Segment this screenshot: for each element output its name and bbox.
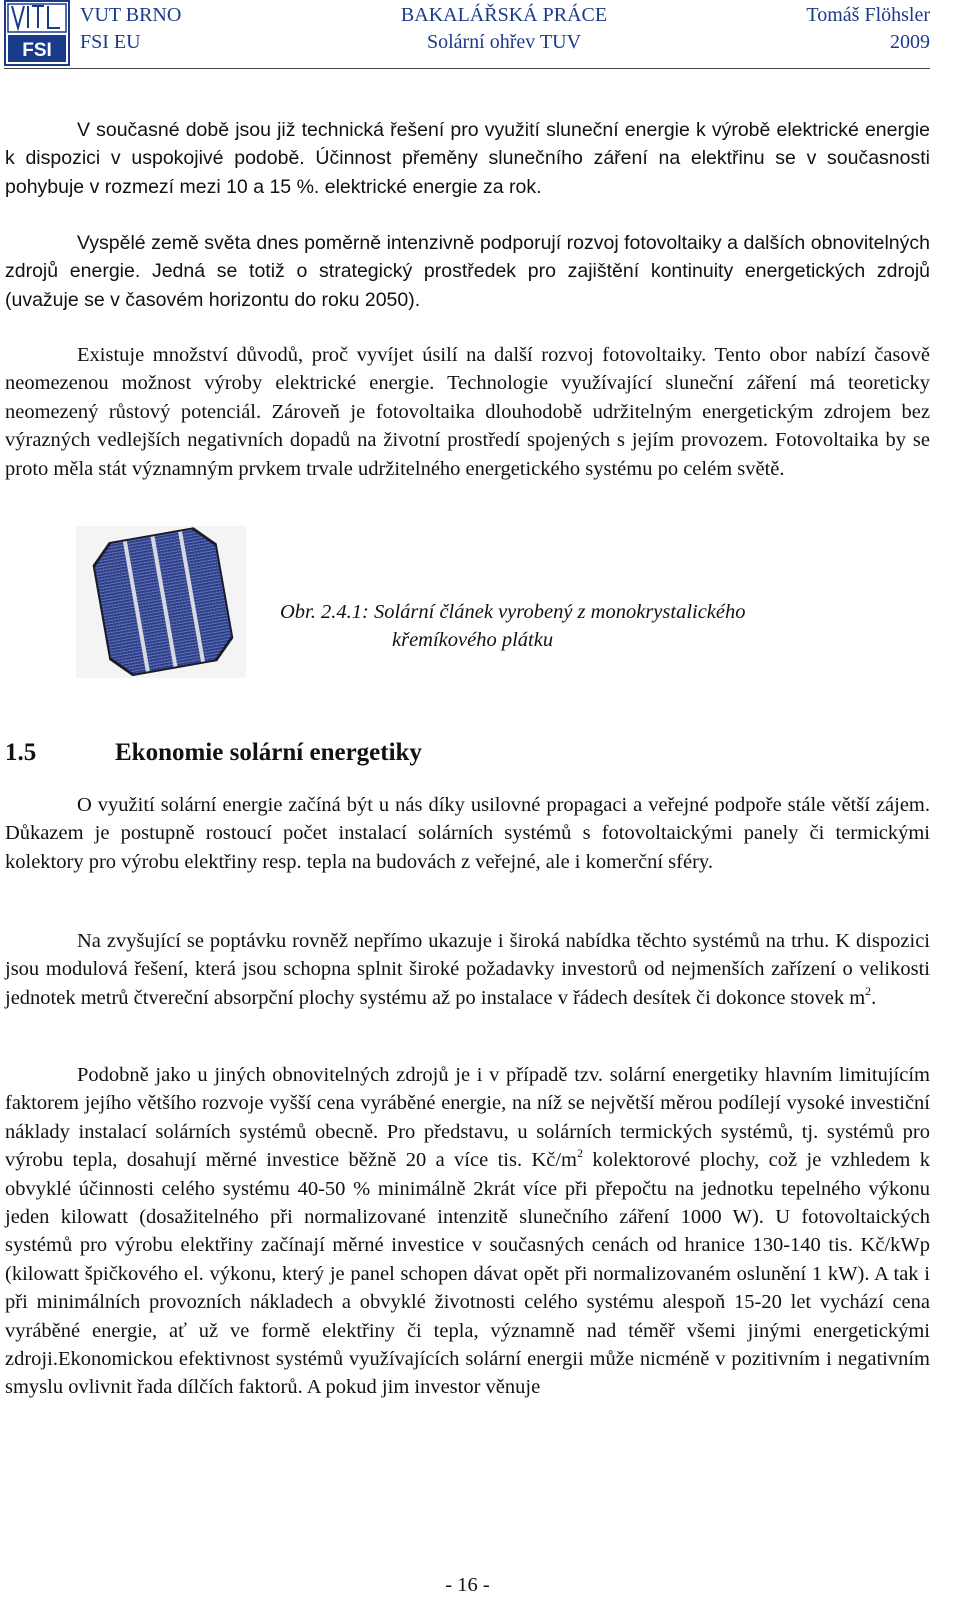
paragraph-3: Existuje množství důvodů, proč vyvíjet úsilí na další rozvoj fotovoltaiky. Tento obor nabízí časově neomezenou možnost výroby elektrické energie. Technologie využívající sluneční záření má teoreticky neomezený růstový potenciál. Zároveň je fotovoltaika dlouhodobě udržitelným energetickým zdrojem bez výrazných vedlejších negativních dopadů na životní prostředí spojených s jejím provozem. Fotovoltaika by se proto měla stát významným prvkem trvale udržitelného energetického systému po celém světě. <box>5 344 930 480</box>
header-left <box>80 2 181 56</box>
university-logo-icon <box>4 0 70 66</box>
paragraph-5-end: . <box>871 986 877 1009</box>
paragraph-6-text-b: kolektorové plochy, což je vzhledem k obvyklé účinnosti celého systému 40-50 % minimálně 2krát více při přepočtu na jednotku tepelného výkonu jeden kilowatt (dosažitelného při normalizované intenzitě slunečního záření 1000 W). U fotovoltaických systémů pro výrobu elektřiny začínají měrné investice v současných cenách od hranice 130-140 tis. Kč/kWp (kilowatt špičkového el. výkonu, který je panel schopen dávat opět při normalizovaném oslunění 1 kW). A tak i při minimálních provozních nákladech a obvyklé životnosti celého systému alespoň 15-20 let vychází cena vyráběné energie, ať už ve formě elektřiny či tepla, významně nad téměř všemi jinými energetickými zdroji.Ekonomickou efektivnost systémů využívajících solární energii může nicméně v pozitivním i negativním smyslu ovlivnit řada dílčích faktorů. A pokud jim investor věnuje <box>5 1149 931 1399</box>
section-number: 1.5 <box>5 739 37 766</box>
section-title: Ekonomie solární energetiky <box>115 739 422 766</box>
header-divider <box>4 68 930 69</box>
header-faculty: FSI EU <box>80 31 141 53</box>
superscript: 2 <box>577 1146 584 1161</box>
header-thesis-type: BAKALÁŘSKÁ PRÁCE <box>400 4 608 26</box>
figure-caption <box>280 598 746 655</box>
svg-text:FSI: FSI <box>22 40 52 61</box>
paragraph-2: Vyspělé země světa dnes poměrně intenzivně podporují rozvoj fotovoltaiky a dalších obnovitelných zdrojů energie. Jedná se totiž o strategický prostředek pro zajištění kontinuity energetických zdrojů (uvažuje se v časovém horizontu do roku 2050). <box>5 232 930 311</box>
paragraph-6 <box>5 1061 930 1402</box>
header-year: 2009 <box>890 31 930 53</box>
figure-caption-line-1: Obr. 2.4.1: Solární článek vyrobený z monokrystalického <box>280 601 746 623</box>
page-number: - 16 - <box>445 1574 490 1596</box>
header-right <box>806 2 930 56</box>
solar-cell-image <box>76 526 246 678</box>
paragraph-6-text-a: Podobně jako u jiných obnovitelných zdrojů je i v případě tzv. solární energetiky hlavním limitujícím faktorem jejího většího rozvoje vyšší cena vyráběné energie, na níž se největší měrou podílejí vysoké investiční náklady instalací solárních systémů obecně. Pro představu, u solárních termických systémů, tj. systémů pro výrobu tepla, dosahují měrné investice běžně 20 a více tis. Kč/m <box>5 1064 930 1172</box>
paragraph-5 <box>5 927 930 1012</box>
paragraph-4: O využití solární energie začíná být u nás díky usilovné propagaci a veřejné podpoře stále větší zájem. Důkazem je postupně rostoucí počet instalací solárních systémů s fotovoltaickými panely či termickými kolektory pro výrobu elektřiny resp. tepla na budovách z veřejné, ale i komerční sféry. <box>5 794 930 873</box>
section-heading <box>5 739 422 767</box>
header-center <box>384 2 624 56</box>
header-school: VUT BRNO <box>80 4 182 26</box>
header-author: Tomáš Flöhsler <box>806 4 930 26</box>
superscript: 2 <box>865 983 872 998</box>
header-thesis-title: Solární ohřev TUV <box>426 31 582 53</box>
page-header <box>4 0 930 66</box>
paragraph-5-text: Na zvyšující se poptávku rovněž nepřímo ukazuje i široká nabídka těchto systémů na trhu. K dispozici jsou modulová řešení, která jsou schopna splnit široké požadavky investorů od nejmenších zařízení o velikosti jednotek metrů čtvereční absorpční plochy systému až po instalace v řádech desítek či dokonce stovek m <box>5 930 930 1009</box>
figure-caption-line-2: křemíkového plátku <box>392 629 554 652</box>
paragraph-1: V současné době jsou již technická řešení pro využití sluneční energie k výrobě elektrické energie k dispozici v uspokojivé podobě. Účinnost přeměny slunečního záření na elektřinu se v současnosti pohybuje v rozmezí mezi 10 a 15 %. elektrické energie za rok. <box>5 119 930 198</box>
